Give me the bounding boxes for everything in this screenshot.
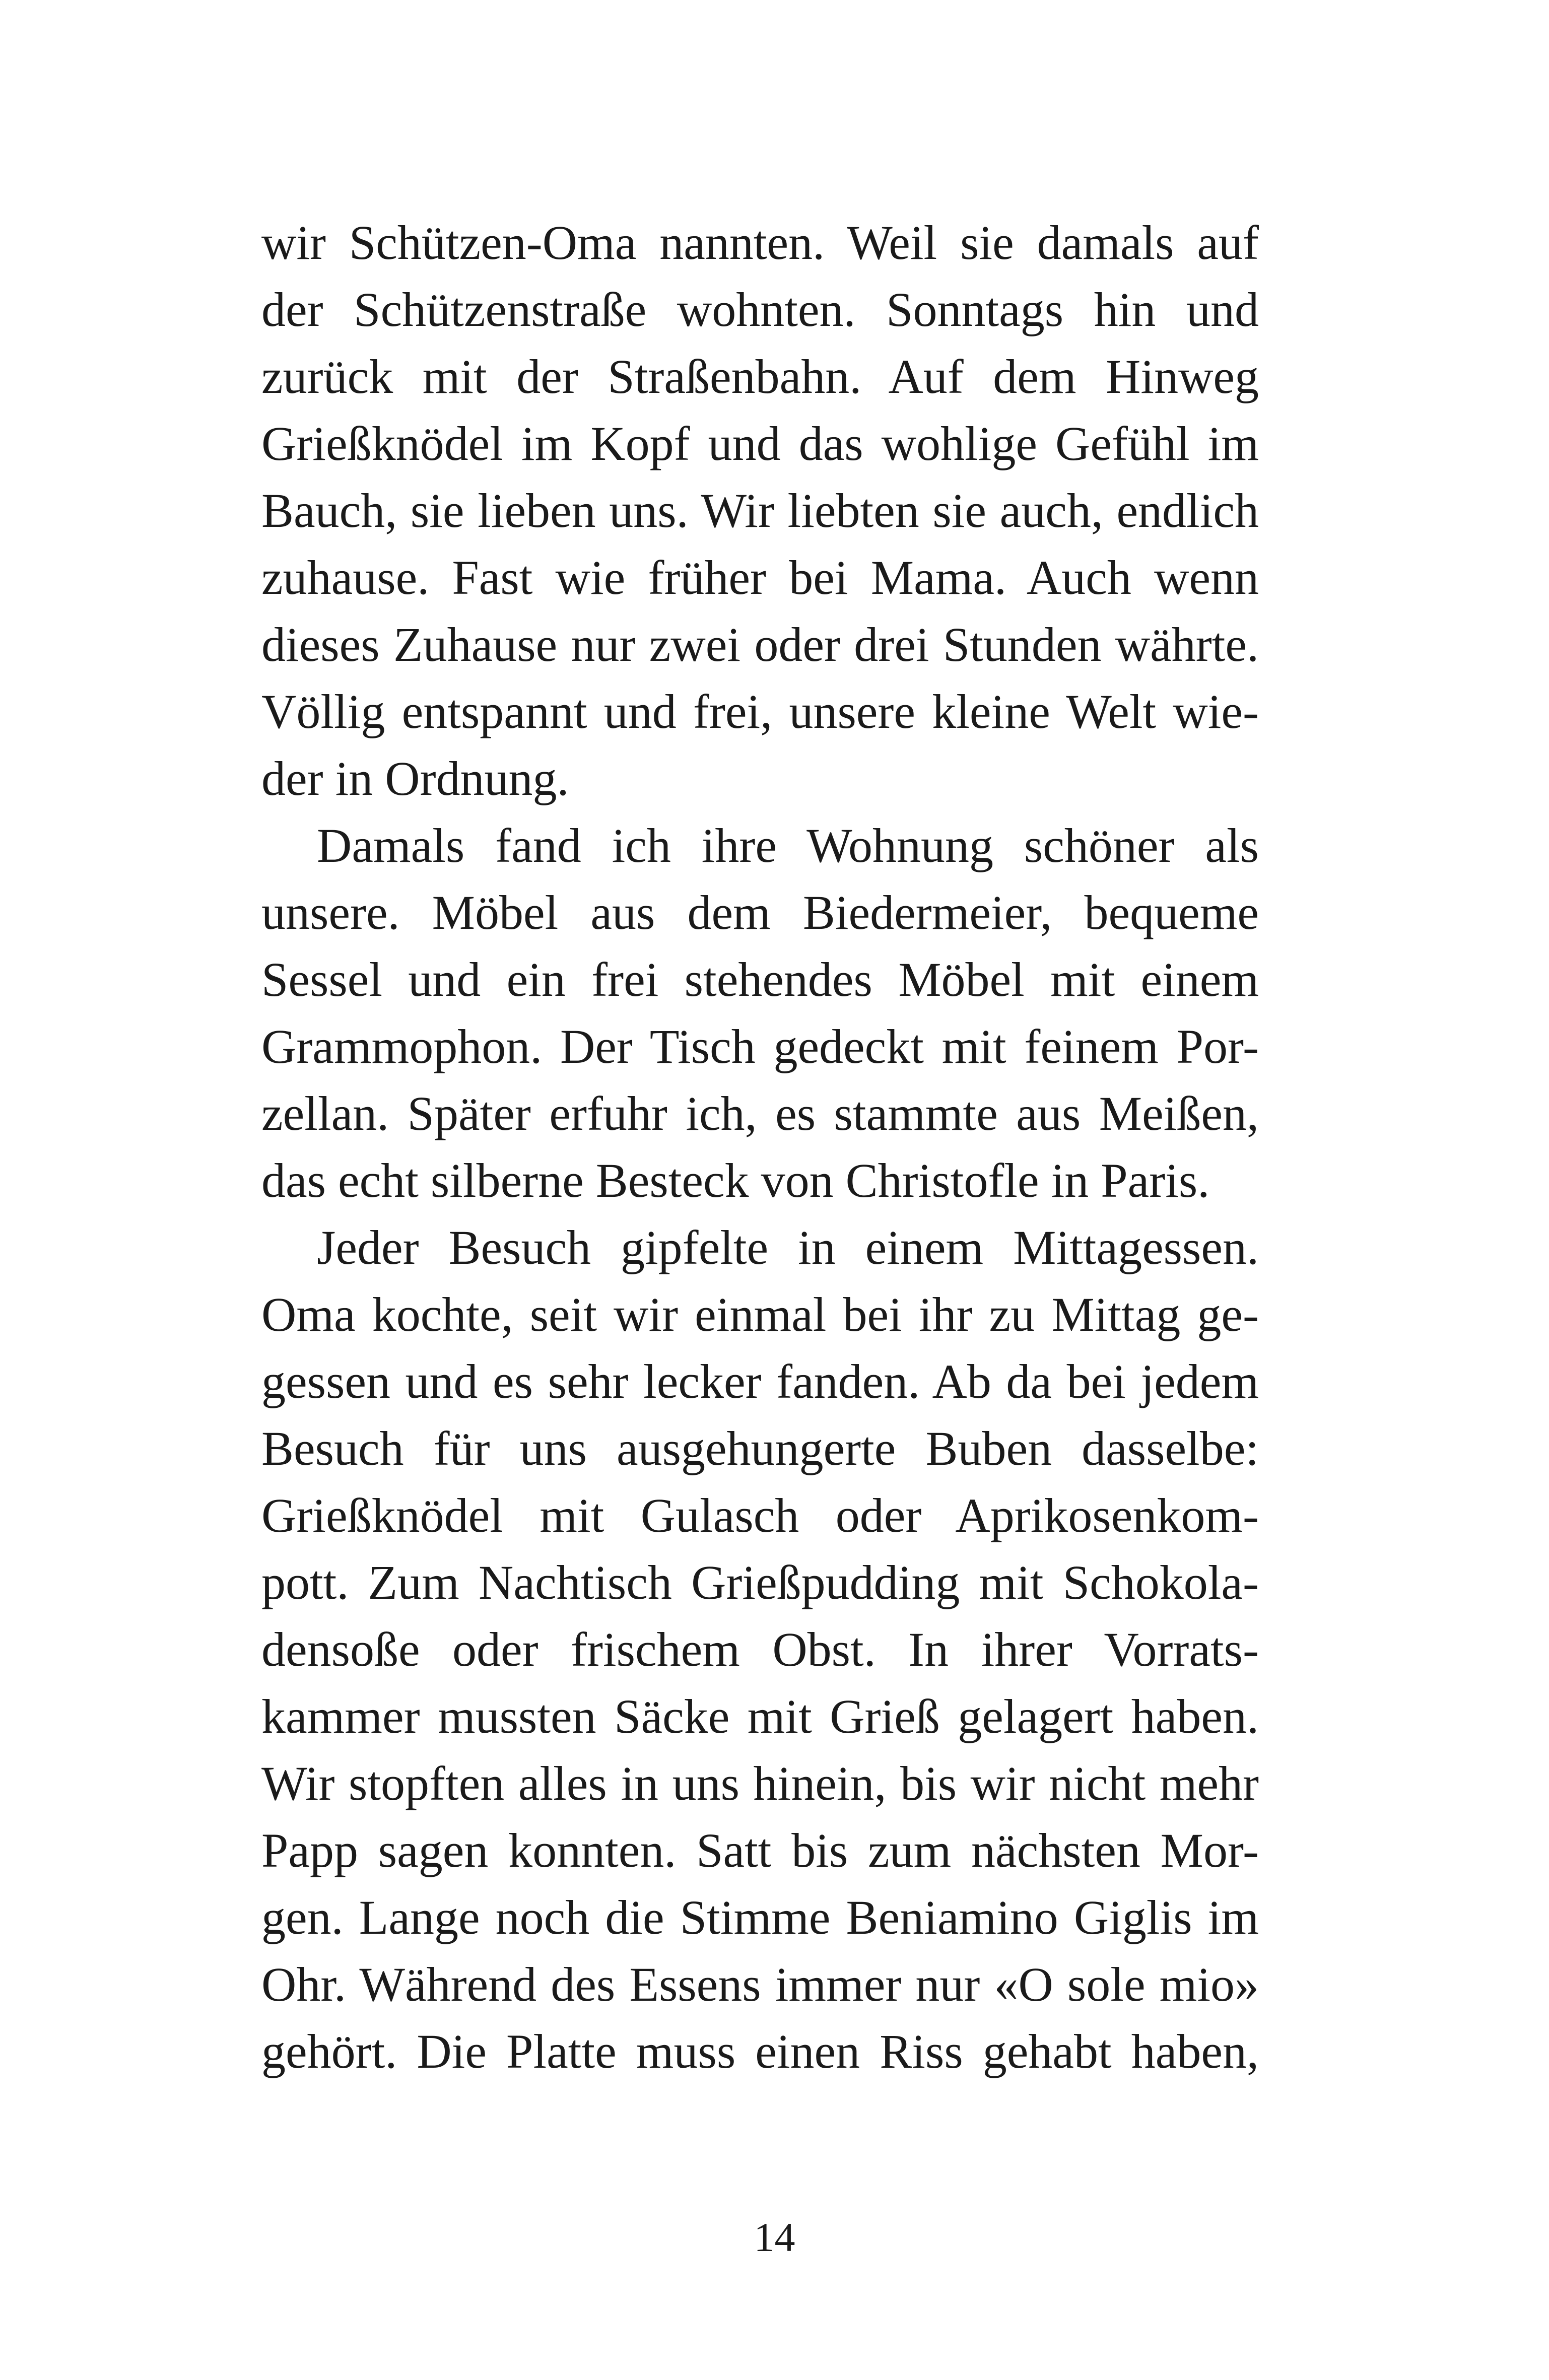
text-line: Sessel und ein frei stehendes Möbel mit einem	[261, 953, 1259, 1006]
text-line: der Schützenstraße wohnten. Sonntags hin und	[261, 283, 1259, 336]
text-line: das echt silberne Besteck von Christofle in Paris.	[261, 1153, 1210, 1207]
text-line: Völlig entspannt und frei, unsere kleine Welt wie-	[261, 685, 1259, 738]
text-line: Besuch für uns ausgehungerte Buben dasselbe:	[261, 1421, 1259, 1475]
text-line: zurück mit der Straßenbahn. Auf dem Hinweg	[261, 350, 1259, 403]
text-line: unsere. Möbel aus dem Biedermeier, bequeme	[261, 886, 1259, 939]
text-line: gessen und es sehr lecker fanden. Ab da bei jedem	[261, 1354, 1259, 1408]
text-line: densoße oder frischem Obst. In ihrer Vorrats-	[261, 1622, 1259, 1676]
text-line: Ohr. Während des Essens immer nur «O sole mio»	[261, 1957, 1259, 2011]
text-line: Grießknödel im Kopf und das wohlige Gefühl im	[261, 417, 1259, 470]
text-line: Oma kochte, seit wir einmal bei ihr zu Mittag ge-	[261, 1287, 1259, 1341]
text-line: Grießknödel mit Gulasch oder Aprikosenkom-	[261, 1488, 1259, 1542]
text-line: wir Schützen-Oma nannten. Weil sie damals auf	[261, 216, 1259, 269]
text-line: gen. Lange noch die Stimme Beniamino Giglis im	[261, 1890, 1259, 1944]
text-line: Jeder Besuch gipfelte in einem Mittagessen.	[317, 1220, 1259, 1274]
text-line: zuhause. Fast wie früher bei Mama. Auch wenn	[261, 551, 1259, 604]
page-number: 14	[754, 2214, 795, 2260]
text-line: kammer mussten Säcke mit Grieß gelagert haben.	[261, 1689, 1259, 1743]
body-text	[261, 209, 1259, 2085]
text-line: Wir stopften alles in uns hinein, bis wir nicht mehr	[261, 1756, 1259, 1810]
text-line: zellan. Später erfuhr ich, es stammte aus Meißen,	[261, 1086, 1259, 1140]
text-line: gehört. Die Platte muss einen Riss gehabt haben,	[261, 2024, 1259, 2078]
text-line: Damals fand ich ihre Wohnung schöner als	[317, 819, 1259, 872]
text-line: Grammophon. Der Tisch gedeckt mit feinem Por-	[261, 1019, 1259, 1073]
text-line: Papp sagen konnten. Satt bis zum nächsten Mor-	[261, 1823, 1259, 1877]
text-line: Bauch, sie lieben uns. Wir liebten sie auch, endlich	[261, 484, 1259, 537]
text-line: dieses Zuhause nur zwei oder drei Stunden währte.	[261, 618, 1259, 671]
text-line: der in Ordnung.	[261, 752, 569, 805]
text-line: pott. Zum Nachtisch Grießpudding mit Schokola-	[261, 1555, 1259, 1609]
